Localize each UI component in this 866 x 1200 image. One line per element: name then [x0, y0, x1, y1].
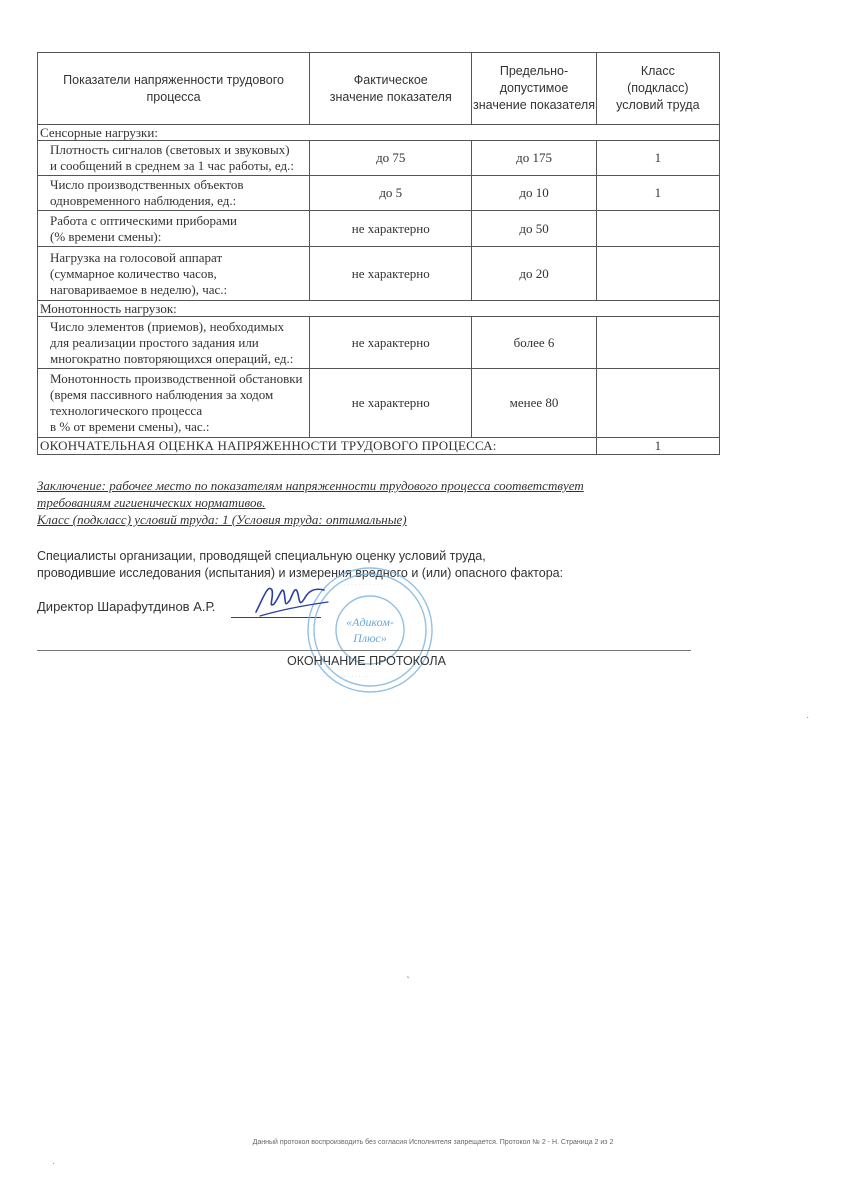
scan-speck: ·: [806, 712, 810, 723]
conclusion-line: Заключение: рабочее место по показателям напряженности трудового процесса соответствует: [37, 478, 584, 493]
table-row: [38, 317, 720, 369]
limit-value-cell: до 10: [472, 176, 596, 211]
scan-speck: ˛: [407, 968, 411, 979]
actual-value-cell: не характерно: [310, 211, 472, 247]
header-class: Класс (подкласс) условий труда: [596, 53, 719, 125]
specialists-line: проводившие исследования (испытания) и измерения вредного и (или) опасного фактора:: [37, 566, 564, 580]
specialists-line: Специалисты организации, проводящей специальную оценку условий труда,: [37, 549, 486, 563]
total-label: ОКОНЧАТЕЛЬНАЯ ОЦЕНКА НАПРЯЖЕННОСТИ ТРУДОВОГО ПРОЦЕССА:: [38, 438, 597, 455]
svg-text:· · · · · · · · · · · ·: · · · · · · · · · · · ·: [340, 582, 383, 588]
limit-value-cell: более 6: [472, 317, 596, 369]
table-header-row: [38, 53, 720, 125]
director-name: Директор Шарафутдинов А.Р.: [37, 599, 216, 614]
actual-value-cell: не характерно: [310, 317, 472, 369]
svg-text:·: ·: [312, 632, 314, 638]
svg-text:·: ·: [424, 622, 426, 628]
stamp-text-line: «Адиком-: [346, 615, 394, 629]
class-cell: 1: [596, 176, 719, 211]
total-class-value: 1: [596, 438, 719, 455]
svg-text:· · · · · · · · · · · · · ·: · · · · · · · · · · · · · ·: [322, 674, 372, 680]
header-limit-value: Предельно-допустимое значение показателя: [472, 53, 596, 125]
table-row: [38, 176, 720, 211]
page-footer: Данный протокол воспроизводить без согласия Исполнителя запрещается. Протокол № 2 - Н. Страница 2 из 2: [252, 1139, 614, 1146]
limit-value-cell: до 20: [472, 247, 596, 301]
total-row: [38, 438, 720, 455]
svg-text:·: ·: [312, 622, 314, 628]
limit-value-cell: менее 80: [472, 369, 596, 438]
class-cell: [596, 317, 719, 369]
director-signature: [250, 576, 330, 621]
divider-line: [37, 650, 691, 651]
table-row: [38, 369, 720, 438]
work-intensity-table: [37, 52, 720, 455]
conclusion-block: [37, 477, 677, 528]
indicator-cell: Число элементов (приемов), необходимых для реализации простого задания или многократно повторяющихся операций, ед.:: [38, 317, 310, 369]
class-conclusion-line: Класс (подкласс) условий труда: 1 (Условия труда: оптимальные): [37, 512, 407, 527]
stamp-text-line: Плюс»: [353, 631, 387, 645]
actual-value-cell: до 75: [310, 141, 472, 176]
scan-speck: ·: [52, 1158, 56, 1169]
section-title-sensory: Сенсорные нагрузки:: [38, 125, 720, 141]
table-row: [38, 247, 720, 301]
table-row: [38, 141, 720, 176]
table-row: [38, 211, 720, 247]
actual-value-cell: до 5: [310, 176, 472, 211]
class-cell: [596, 369, 719, 438]
limit-value-cell: до 50: [472, 211, 596, 247]
indicator-cell: Плотность сигналов (световых и звуковых) и сообщений в среднем за 1 час работы, ед.:: [38, 141, 310, 176]
section-title-monotony: Монотонность нагрузок:: [38, 301, 720, 317]
class-cell: 1: [596, 141, 719, 176]
indicator-cell: Нагрузка на голосовой аппарат (суммарное количество часов, наговариваемое в неделю), час.:: [38, 247, 310, 301]
section-row: [38, 125, 720, 141]
actual-value-cell: не характерно: [310, 369, 472, 438]
class-cell: [596, 247, 719, 301]
header-indicator: Показатели напряженности трудового процесса: [38, 53, 310, 125]
class-cell: [596, 211, 719, 247]
conclusion-line: требованиям гигиенических нормативов.: [37, 495, 266, 510]
protocol-ending-title: ОКОНЧАНИЕ ПРОТОКОЛА: [287, 654, 446, 668]
indicator-cell: Монотонность производственной обстановки (время пассивного наблюдения за ходом технологического процесса в % от времени смены), час.:: [38, 369, 310, 438]
actual-value-cell: не характерно: [310, 247, 472, 301]
section-row: [38, 301, 720, 317]
limit-value-cell: до 175: [472, 141, 596, 176]
svg-text:·: ·: [424, 632, 426, 638]
indicator-cell: Работа с оптическими приборами (% времени смены):: [38, 211, 310, 247]
indicator-cell: Число производственных объектов одновременного наблюдения, ед.:: [38, 176, 310, 211]
header-actual-value: Фактическое значение показателя: [310, 53, 472, 125]
